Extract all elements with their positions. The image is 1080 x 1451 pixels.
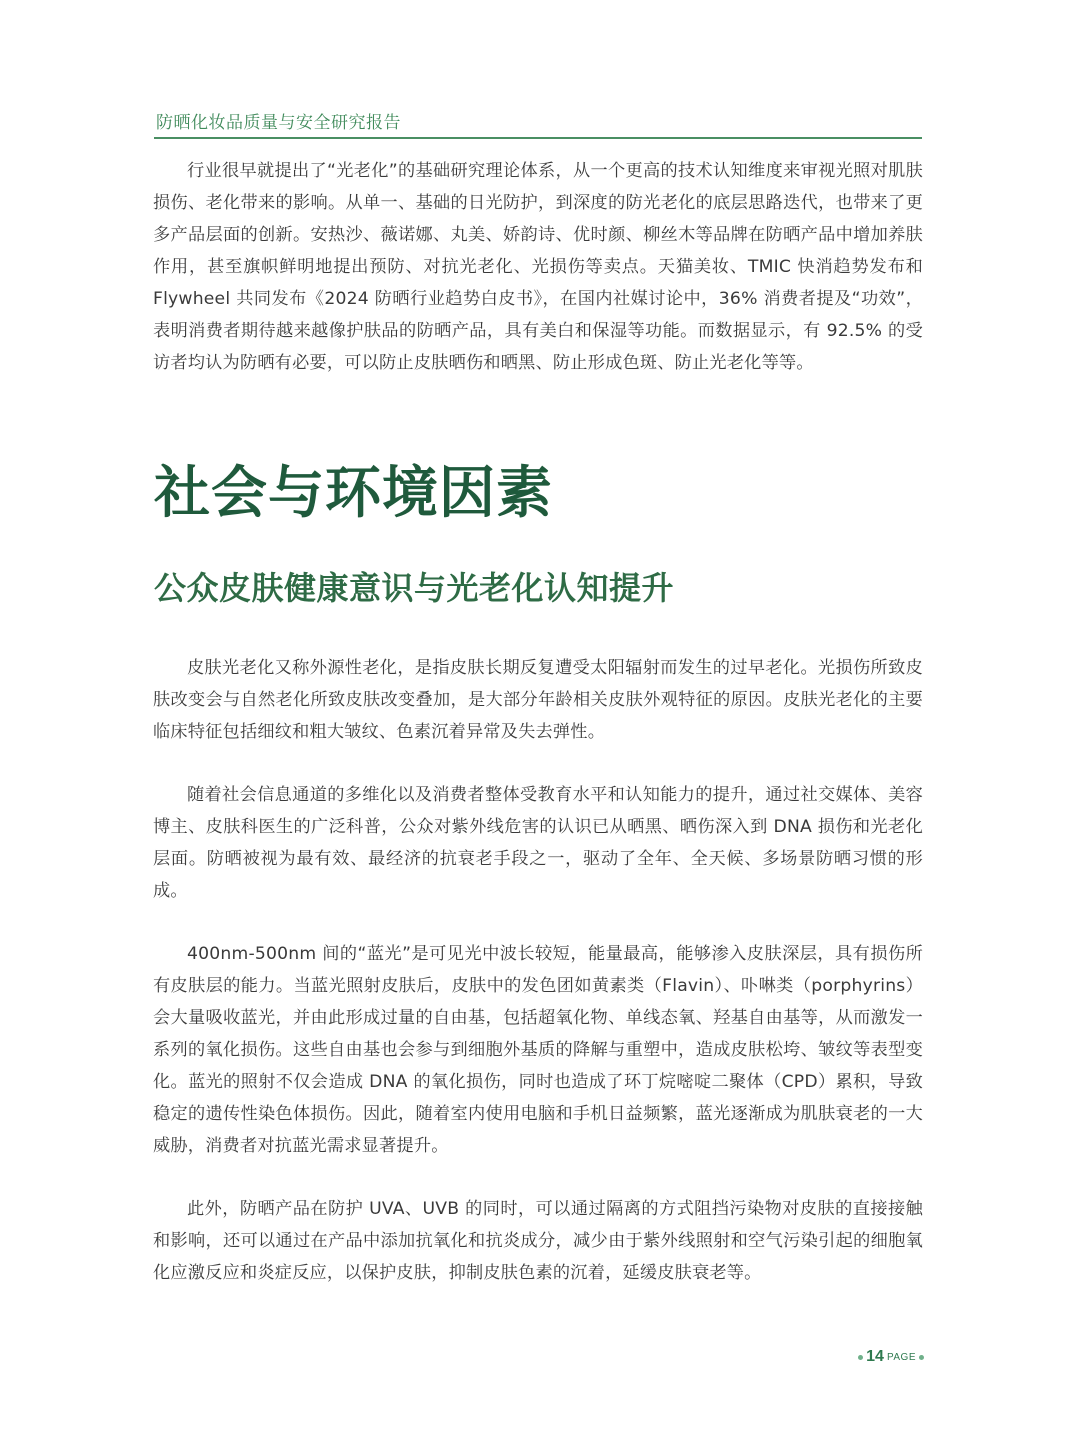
dot-left-icon — [858, 1355, 863, 1360]
page-number-value: 14 — [866, 1348, 884, 1365]
running-header-title: 防晒化妆品质量与安全研究报告 — [156, 113, 401, 133]
header-divider — [154, 137, 922, 139]
page-label: PAGE — [886, 1351, 916, 1363]
section-title: 社会与环境因素 — [154, 461, 553, 526]
dot-right-icon — [919, 1355, 924, 1360]
intro-paragraph: 行业很早就提出了“光老化”的基础研究理论体系，从一个更高的技术认知维度来审视光照对肌肤损伤、老化带来的影响。从单一、基础的日光防护，到深度的防光老化的底层思路迭代，也带来了更多产品层面的创新。安热沙、薇诺娜、丸美、娇韵诗、优时颜、柳丝木等品牌在防晒产品中增加养肤作用，甚至旗帜鲜明地提出预防、对抗光老化、光损伤等卖点。天猫美妆、TMIC 快消趋势发布和 Flywheel 共同发布《2024 防晒行业趋势白皮书》，在国内社媒讨论中，36% 消费者提及“功效”，表明消费者期待越来越像护肤品的防晒产品，具有美白和保湿等功能。而数据显示，有 92.5% 的受访者均认为防晒有必要，可以防止皮肤晒伤和晒黑、防止形成色斑、防止光老化等等。 — [153, 161, 923, 373]
body-paragraph-3: 400nm-500nm 间的“蓝光”是可见光中波长较短，能量最高，能够渗入皮肤深层，具有损伤所有皮肤层的能力。当蓝光照射皮肤后，皮肤中的发色团如黄素类（Flavin）、卟啉类（porphyrins）会大量吸收蓝光，并由此形成过量的自由基，包括超氧化物、单线态氧、羟基自由基等，从而激发一系列的氧化损伤。这些自由基也会参与到细胞外基质的降解与重塑中，造成皮肤松垮、皱纹等表型变化。蓝光的照射不仅会造成 DNA 的氧化损伤，同时也造成了环丁烷嘧啶二聚体（CPD）累积，导致稳定的遗传性染色体损伤。因此，随着室内使用电脑和手机日益频繁，蓝光逐渐成为肌肤衰老的一大威胁，消费者对抗蓝光需求显著提升。 — [153, 944, 923, 1156]
body-paragraph-2: 随着社会信息通道的多维化以及消费者整体受教育水平和认知能力的提升，通过社交媒体、美容博主、皮肤科医生的广泛科普，公众对紫外线危害的认识已从晒黑、晒伤深入到 DNA 损伤和光老化层面。防晒被视为最有效、最经济的抗衰老手段之一，驱动了全年、全天候、多场景防晒习惯的形成。 — [153, 785, 923, 901]
subsection-title: 公众皮肤健康意识与光老化认知提升 — [154, 569, 675, 607]
page-number — [858, 1348, 924, 1366]
body-paragraph-1: 皮肤光老化又称外源性老化，是指皮肤长期反复遭受太阳辐射而发生的过早老化。光损伤所致皮肤改变会与自然老化所致皮肤改变叠加，是大部分年龄相关皮肤外观特征的原因。皮肤光老化的主要临床特征包括细纹和粗大皱纹、色素沉着异常及失去弹性。 — [153, 658, 923, 742]
body-paragraph-4: 此外，防晒产品在防护 UVA、UVB 的同时，可以通过隔离的方式阻挡污染物对皮肤的直接接触和影响，还可以通过在产品中添加抗氧化和抗炎成分，减少由于紫外线照射和空气污染引起的细胞氧化应激反应和炎症反应，以保护皮肤，抑制皮肤色素的沉着，延缓皮肤衰老等。 — [153, 1199, 923, 1283]
